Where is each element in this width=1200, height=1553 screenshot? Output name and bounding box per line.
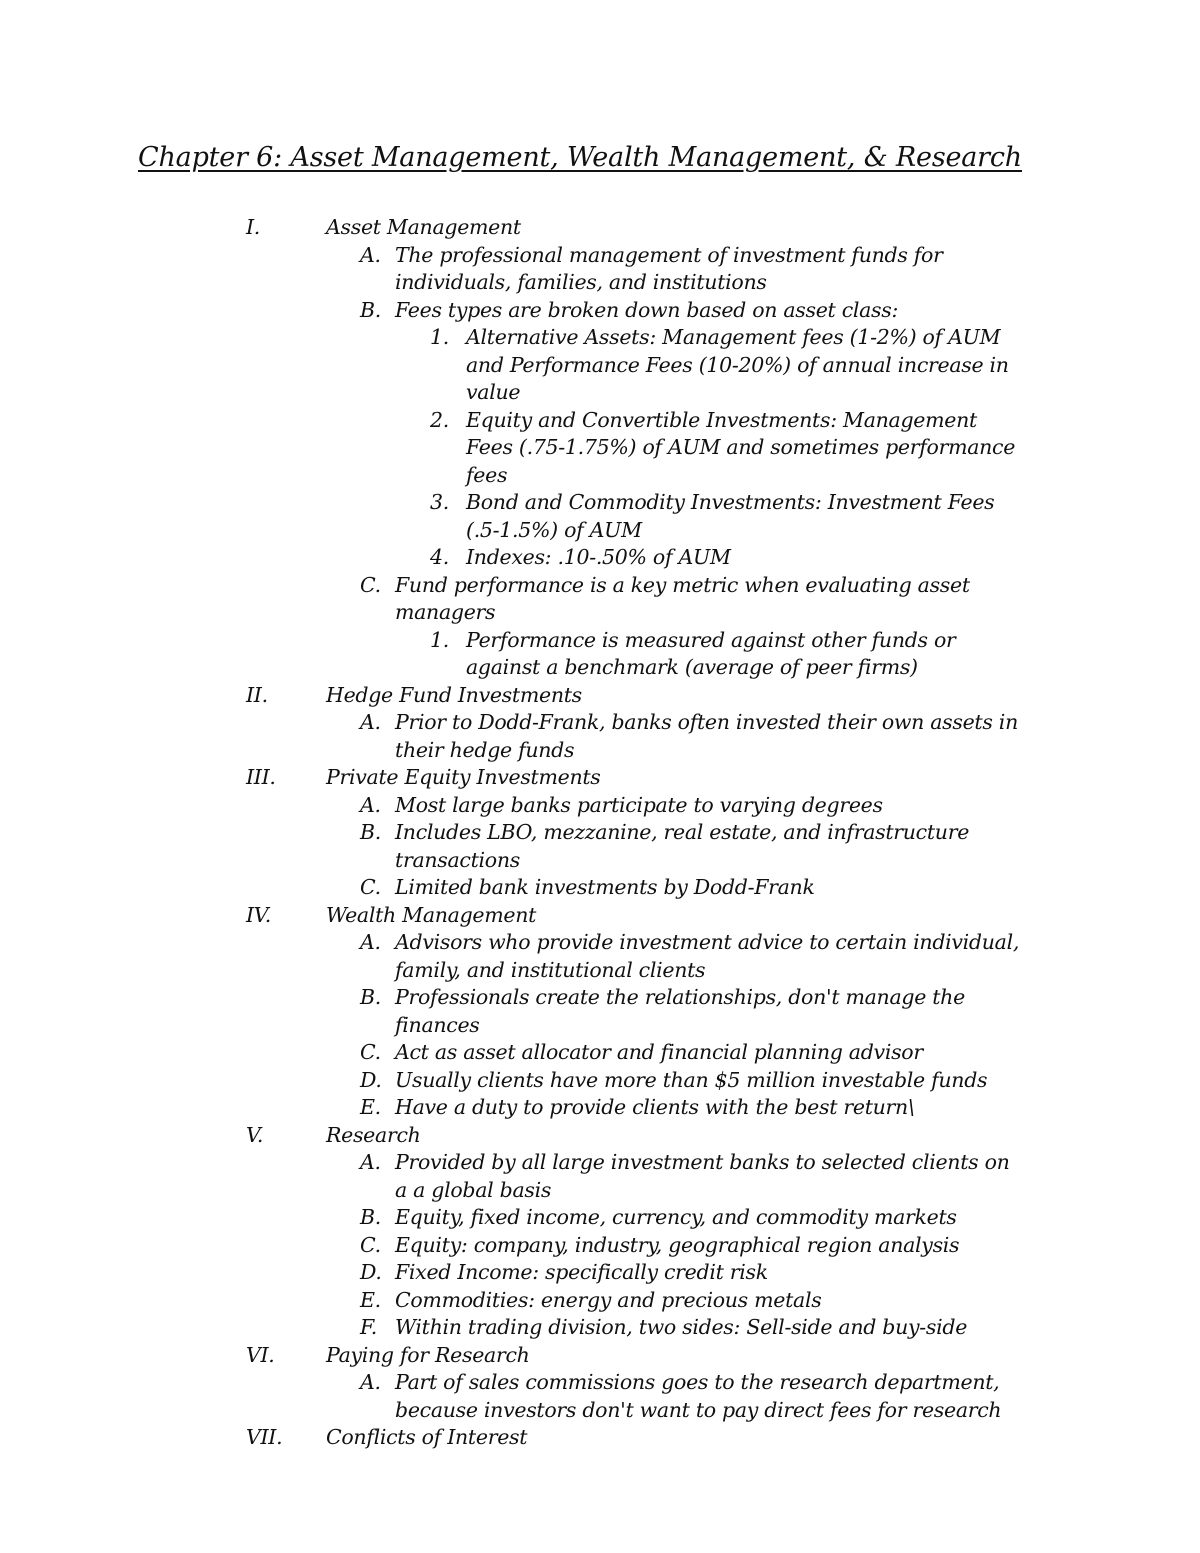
- outline-item-text: Within trading division, two sides: Sell-side and buy-side: [395, 1315, 968, 1339]
- outline-item: [0, 572, 1200, 627]
- outline-subitem-number: 4.: [430, 545, 449, 569]
- outline-subitem: [0, 544, 1200, 572]
- outline-item: [0, 1369, 1200, 1424]
- outline-item-text: Provided by all large investment banks to selected clients on a a global basis: [395, 1150, 1010, 1202]
- outline-subitem-text: Performance is measured against other funds or against a benchmark (average of peer firms): [466, 627, 956, 679]
- outline-item-text: Part of sales commissions goes to the research department, because investors don't want to pay direct fees for research: [395, 1370, 1002, 1422]
- section-heading-text: Asset Management: [326, 215, 521, 239]
- outline-subitem-text: Indexes: .10-.50% of AUM: [466, 545, 731, 569]
- outline-subitem-text: Equity and Convertible Investments: Management Fees (.75-1.75%) of AUM and sometimes performance fees: [466, 407, 1016, 487]
- outline-item-text: The professional management of investment funds for individuals, families, and institutions: [395, 242, 943, 294]
- outline-item: [0, 929, 1200, 984]
- outline-item-text: Act as asset allocator and financial planning advisor: [395, 1040, 923, 1064]
- section-heading-text: Paying for Research: [326, 1342, 530, 1367]
- section-heading-number: I.: [246, 215, 261, 239]
- outline-subitem-number: 1.: [430, 325, 449, 349]
- outline-item: [0, 819, 1200, 874]
- outline-item: [0, 874, 1200, 902]
- outline-item-text: Usually clients have more than $5 million investable funds: [395, 1067, 988, 1092]
- outline-item-text: Professionals create the relationships, don't manage the finances: [395, 985, 965, 1037]
- outline-item-number: C.: [360, 1040, 381, 1064]
- outline-item-text: Fund performance is a key metric when evaluating asset managers: [395, 572, 970, 624]
- outline-item-number: E.: [360, 1287, 381, 1312]
- outline-item-number: A.: [360, 1370, 381, 1394]
- outline-item-number: A.: [360, 242, 381, 267]
- outline-item-number: B.: [360, 1205, 381, 1229]
- outline-item: [0, 1149, 1200, 1204]
- section-heading-number: III.: [246, 765, 276, 789]
- outline-item-number: A.: [360, 930, 381, 954]
- section-heading: [0, 214, 1200, 242]
- outline-item-number: D.: [360, 1260, 382, 1284]
- outline-item-number: C.: [360, 875, 381, 899]
- outline-item-text: Prior to Dodd-Frank, banks often invested their own assets in their hedge funds: [395, 710, 1018, 762]
- outline-item: [0, 1067, 1200, 1095]
- section-heading: [0, 682, 1200, 710]
- outline-item: [0, 709, 1200, 764]
- outline-item: [0, 1204, 1200, 1232]
- outline-item-number: D.: [360, 1067, 382, 1092]
- section-heading: [0, 764, 1200, 792]
- outline-item-number: A.: [360, 710, 381, 734]
- section-heading-text: Private Equity Investments: [326, 765, 601, 789]
- section-heading-text: Hedge Fund Investments: [326, 682, 582, 707]
- outline-item: [0, 792, 1200, 820]
- outline-item: [0, 242, 1200, 297]
- outline: [0, 214, 1200, 1452]
- section-heading: [0, 1122, 1200, 1150]
- outline-item-number: B.: [360, 985, 381, 1009]
- section-heading-number: VII.: [246, 1425, 283, 1449]
- outline-subitem: [0, 489, 1200, 544]
- outline-item-text: Advisors who provide investment advice to certain individual, family, and institutional clients: [395, 930, 1020, 982]
- section-heading-number: VI.: [246, 1342, 275, 1367]
- section-heading: [0, 1424, 1200, 1452]
- outline-item: [0, 1232, 1200, 1260]
- outline-subitem: [0, 407, 1200, 490]
- outline-item-text: Commodities: energy and precious metals: [395, 1287, 822, 1312]
- outline-item-number: A.: [360, 1150, 381, 1174]
- outline-subitem-text: Bond and Commodity Investments: Investment Fees (.5-1.5%) of AUM: [466, 490, 995, 542]
- outline-subitem: [0, 627, 1200, 682]
- outline-item-text: Equity, fixed income, currency, and commodity markets: [395, 1205, 957, 1229]
- outline-subitem-number: 2.: [430, 407, 449, 432]
- outline-item-number: B.: [360, 297, 381, 322]
- outline-item-number: F.: [360, 1315, 377, 1339]
- outline-item: [0, 984, 1200, 1039]
- outline-item-number: A.: [360, 792, 381, 817]
- outline-item: [0, 1287, 1200, 1315]
- outline-item: [0, 1314, 1200, 1342]
- section-heading: [0, 1342, 1200, 1370]
- outline-subitem-number: 3.: [430, 490, 449, 514]
- section-heading-number: II.: [246, 682, 268, 707]
- outline-item-text: Includes LBO, mezzanine, real estate, and infrastructure transactions: [395, 820, 970, 872]
- outline-subitem-number: 1.: [430, 627, 449, 652]
- section-heading-text: Research: [326, 1122, 421, 1147]
- outline-item: [0, 297, 1200, 325]
- outline-subitem-text: Alternative Assets: Management fees (1-2%) of AUM and Performance Fees (10-20%) of annual increase in value: [466, 325, 1009, 404]
- section-heading: [0, 902, 1200, 930]
- outline-item-number: E.: [360, 1095, 381, 1119]
- outline-item: [0, 1039, 1200, 1067]
- section-heading-number: IV.: [246, 902, 271, 927]
- section-heading-text: Conflicts of Interest: [326, 1425, 528, 1449]
- page-title: Chapter 6: Asset Management, Wealth Management, & Research: [138, 142, 1022, 173]
- outline-item-text: Limited bank investments by Dodd-Frank: [395, 875, 815, 899]
- section-heading-text: Wealth Management: [326, 902, 537, 927]
- outline-subitem: [0, 324, 1200, 407]
- outline-item-number: C.: [360, 1232, 381, 1257]
- outline-item-text: Most large banks participate to varying degrees: [395, 792, 883, 817]
- outline-item-number: C.: [360, 572, 381, 597]
- outline-item-text: Fees types are broken down based on asset class:: [395, 297, 899, 322]
- outline-item-number: B.: [360, 820, 381, 844]
- outline-item-text: Fixed Income: specifically credit risk: [395, 1260, 768, 1284]
- outline-item: [0, 1094, 1200, 1122]
- outline-item-text: Have a duty to provide clients with the best return\: [395, 1095, 915, 1119]
- outline-item: [0, 1259, 1200, 1287]
- section-heading-number: V.: [246, 1122, 264, 1147]
- outline-item-text: Equity: company, industry, geographical region analysis: [395, 1232, 960, 1257]
